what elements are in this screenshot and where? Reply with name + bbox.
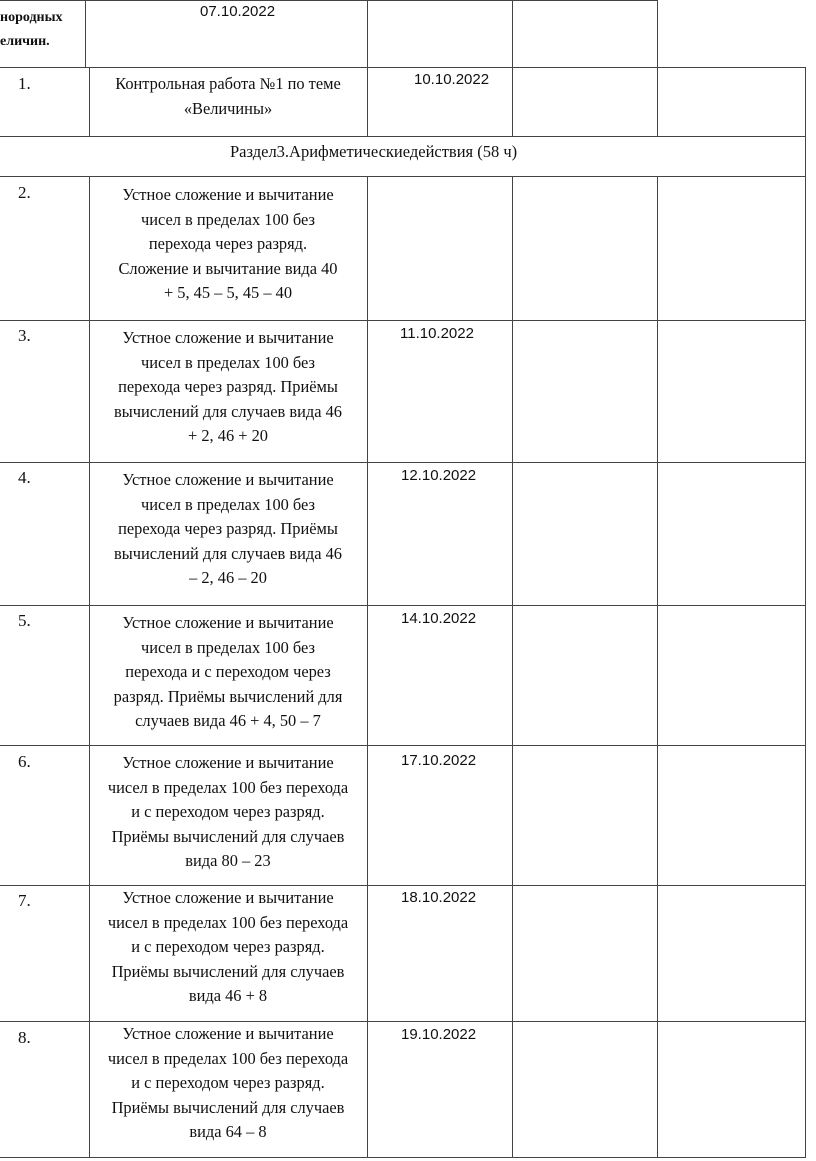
lesson-date: 19.10.2022 bbox=[401, 1026, 477, 1043]
lesson-date: 14.10.2022 bbox=[401, 610, 477, 627]
row-border bbox=[0, 67, 806, 68]
column-border bbox=[89, 67, 90, 136]
row-border bbox=[0, 176, 806, 177]
lesson-date: 18.10.2022 bbox=[401, 889, 477, 906]
lesson-number: 1. bbox=[18, 74, 31, 93]
header-date: 07.10.2022 bbox=[200, 3, 276, 20]
lesson-number: 2. bbox=[18, 183, 31, 202]
lesson-number: 7. bbox=[18, 891, 31, 910]
column-border bbox=[367, 0, 368, 67]
column-border bbox=[657, 0, 658, 67]
lesson-date: 17.10.2022 bbox=[401, 752, 477, 769]
row-border bbox=[0, 0, 658, 1]
column-border bbox=[657, 67, 658, 136]
column-border bbox=[512, 67, 513, 136]
row-border bbox=[0, 745, 806, 746]
column-border bbox=[657, 176, 658, 1157]
lesson-number: 3. bbox=[18, 326, 31, 345]
row-border bbox=[0, 605, 806, 606]
column-border bbox=[805, 67, 806, 136]
lesson-date: 10.10.2022 bbox=[414, 71, 490, 88]
section-title: Раздел3.Арифметическиедействия (58 ч) bbox=[230, 142, 518, 161]
lesson-topic: Контрольная работа №1 по теме «Величины» bbox=[115, 74, 341, 118]
column-border bbox=[512, 176, 513, 1157]
lesson-date: 11.10.2022 bbox=[400, 325, 474, 342]
row-border bbox=[0, 1157, 806, 1158]
column-border bbox=[512, 0, 513, 67]
row-border bbox=[0, 320, 806, 321]
lesson-topic: Устное сложение и вычитание чисел в пределах 100 без перехода и с переходом через разряд. Приёмы вычислений для случаев вида 64 – 8 bbox=[107, 1024, 349, 1141]
row-border bbox=[0, 136, 806, 137]
lesson-topic: Устное сложение и вычитание чисел в пределах 100 без перехода через разряд. Приёмы вычислений для случаев вида 46 – 2, 46 – 20 bbox=[114, 470, 342, 587]
column-border bbox=[367, 67, 368, 136]
column-border bbox=[367, 176, 368, 1157]
column-border bbox=[85, 0, 86, 67]
lesson-topic: Устное сложение и вычитание чисел в пределах 100 без перехода через разряд. Сложение и вычитание вида 40 + 5, 45 – 5, 45 – 40 bbox=[118, 185, 338, 302]
lesson-topic: Устное сложение и вычитание чисел в пределах 100 без перехода через разряд. Приёмы вычислений для случаев вида 46 + 2, 46 + 20 bbox=[114, 328, 342, 445]
lesson-topic: Устное сложение и вычитание чисел в пределах 100 без перехода и с переходом через разряд. Приёмы вычислений для случаев вида 80 – 23 bbox=[107, 753, 349, 870]
row-border bbox=[0, 462, 806, 463]
lesson-number: 8. bbox=[18, 1028, 31, 1047]
lesson-topic: Устное сложение и вычитание чисел в пределах 100 без перехода и с переходом через разряд. Приёмы вычислений для случаев вида 46 + 8 bbox=[107, 888, 349, 1005]
lesson-number: 6. bbox=[18, 752, 31, 771]
lesson-date: 12.10.2022 bbox=[401, 467, 477, 484]
lesson-number: 5. bbox=[18, 611, 31, 630]
lesson-number: 4. bbox=[18, 468, 31, 487]
column-border bbox=[89, 176, 90, 1157]
column-header-label: нородных еличин. bbox=[0, 10, 63, 49]
column-border bbox=[805, 136, 806, 176]
column-border bbox=[805, 176, 806, 1157]
lesson-topic: Устное сложение и вычитание чисел в пределах 100 без перехода и с переходом через разряд. Приёмы вычислений для случаев вида 46 + 4, 50 – 7 bbox=[113, 613, 343, 730]
